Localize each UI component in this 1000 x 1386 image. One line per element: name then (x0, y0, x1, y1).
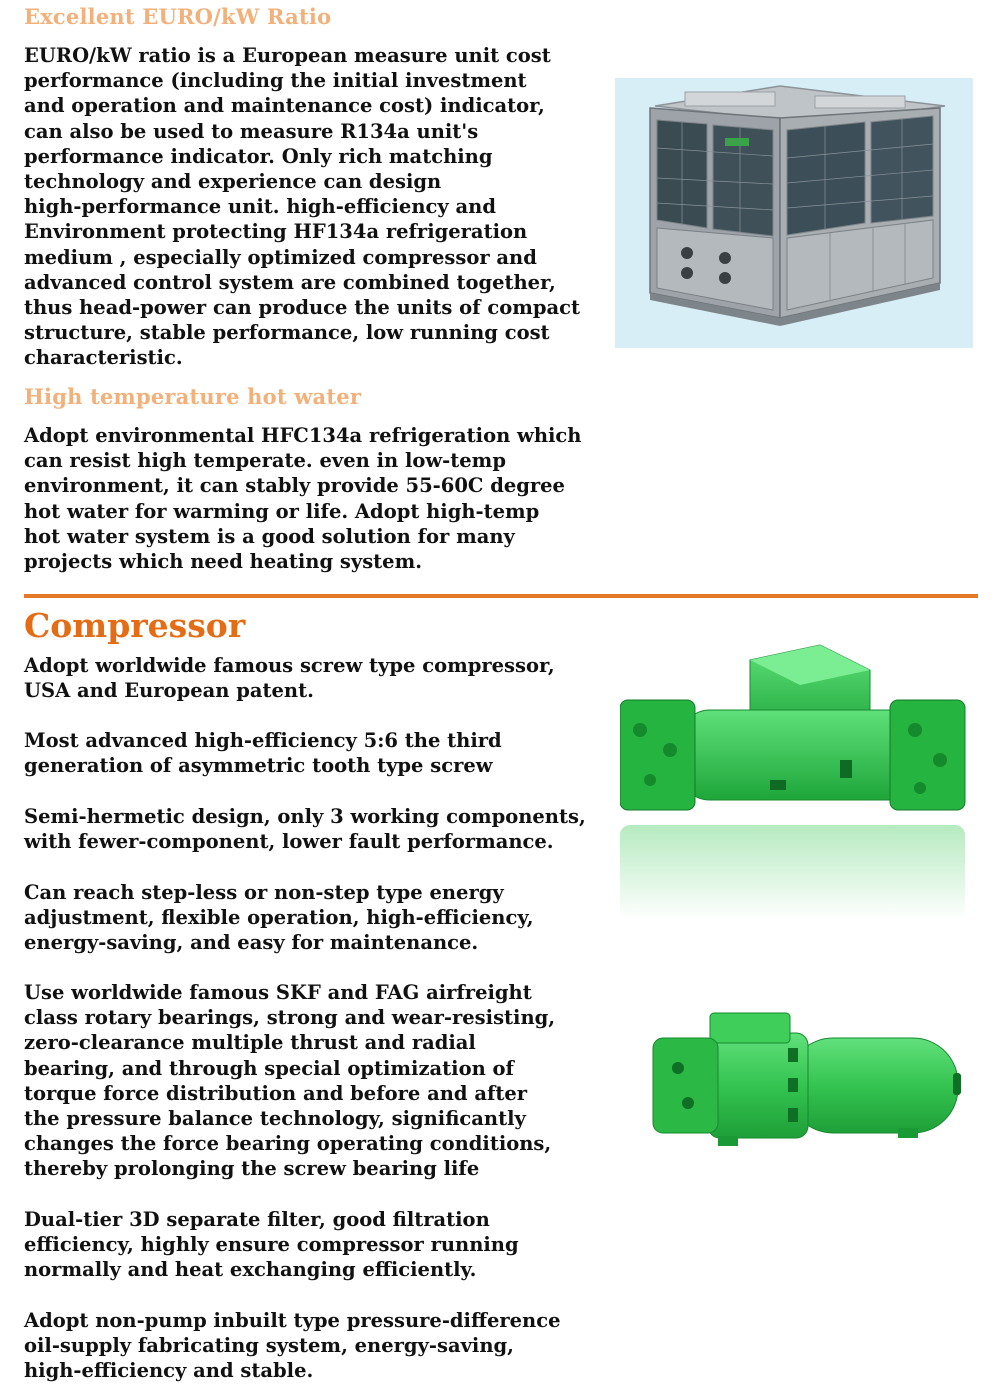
compressor-paragraph-2: Most advanced high-efficiency 5:6 the third generation of asymmetric tooth type screw (24, 729, 502, 778)
compressor-heading: Compressor (24, 606, 246, 645)
compressor-paragraph-5: Use worldwide famous SKF and FAG airfreight class rotary bearings, strong and wear-resisting, zero-clearance multiple thrust and radial bearing, and through special optimization of torque force distribution and before and after the pressure balance technology, significantly changes the force bearing operating conditions, thereby prolonging the screw bearing life (24, 981, 556, 1181)
hot-water-heading: High temperature hot water (24, 384, 362, 409)
compressor-paragraph-6: Dual-tier 3D separate filter, good filtration efficiency, highly ensure compressor running normally and heat exchanging efficiently. (24, 1208, 519, 1282)
compressor-paragraph-7: Adopt non-pump inbuilt type pressure-difference oil-supply fabricating system, energy-saving, high-efficiency and stable. (24, 1309, 561, 1383)
screw-compressor-image (620, 640, 970, 930)
section-divider (24, 594, 978, 598)
compressor-paragraph-3: Semi-hermetic design, only 3 working components, with fewer-component, lower fault performance. (24, 805, 586, 854)
compressor-paragraph-1: Adopt worldwide famous screw type compressor, USA and European patent. (24, 654, 555, 703)
chiller-unit-image (615, 78, 973, 348)
semi-hermetic-compressor-image (648, 1008, 966, 1178)
euro-kw-heading: Excellent EURO/kW Ratio (24, 4, 332, 29)
hot-water-paragraph: Adopt environmental HFC134a refrigeration which can resist high temperate. even in low-temp environment, it can stably provide 55-60C degree hot water for warming or life. Adopt high-temp hot water system is a good solution for many projects which need heating system. (24, 424, 582, 574)
euro-kw-paragraph: EURO/kW ratio is a European measure unit cost performance (including the initial investment and operation and maintenance cost) indicator, can also be used to measure R134a unit's performance indicator. Only rich matching technology and experience can design high-performance unit. high-efficiency and Environment protecting HF134a refrigeration medium , especially optimized compressor and advanced control system are combined together, thus head-power can produce the units of compact structure, stable performance, low running cost characteristic. (24, 44, 581, 370)
compressor-paragraph-4: Can reach step-less or non-step type energy adjustment, flexible operation, high-efficiency, energy-saving, and easy for maintenance. (24, 881, 534, 955)
